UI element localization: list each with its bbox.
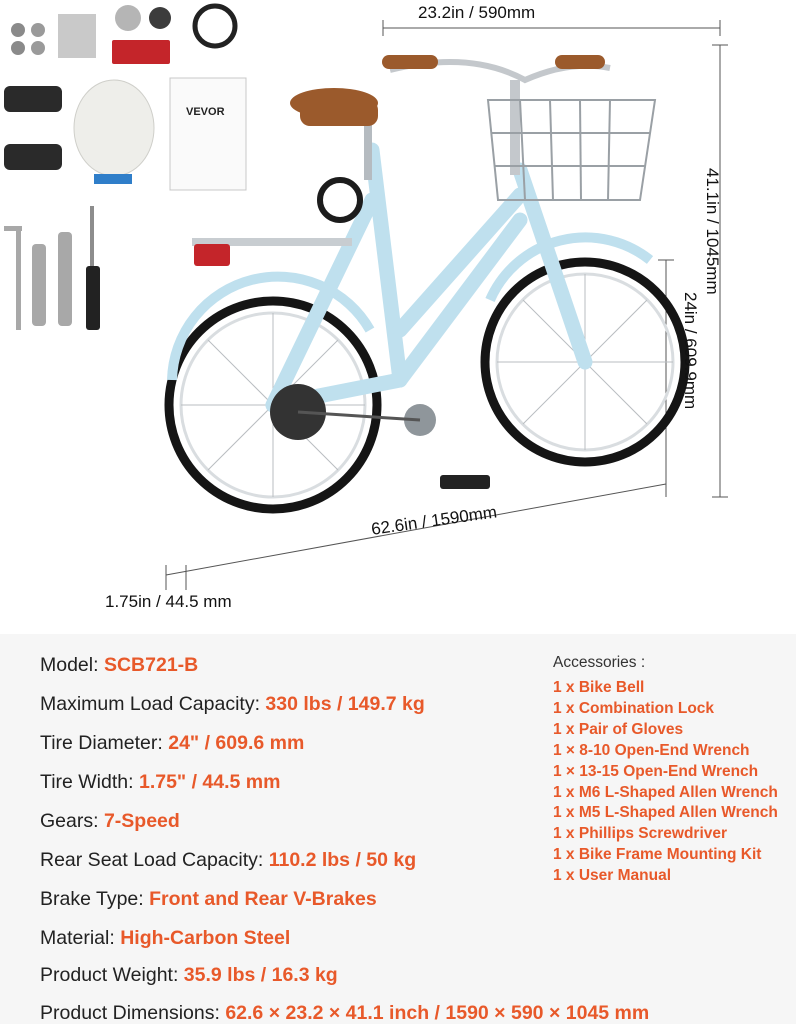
accessory-item: 1 x Bike Frame Mounting Kit <box>553 846 762 864</box>
accessory-item: 1 x User Manual <box>553 867 672 885</box>
spec-label: Maximum Load Capacity: <box>40 693 266 715</box>
spec-value: 62.6 × 23.2 × 41.1 inch / 1590 × 590 × 1045 mm <box>225 1002 650 1024</box>
specifications-panel <box>0 634 796 1024</box>
manual-brand-logo: VEVOR <box>186 106 225 118</box>
spec-label: Material: <box>40 927 121 949</box>
spec-value: 35.9 lbs / 16.3 kg <box>183 964 338 986</box>
accessory-item: 1 x M5 L-Shaped Allen Wrench <box>553 804 778 822</box>
spec-value: 1.75" / 44.5 mm <box>138 771 281 793</box>
spec-value: SCB721-B <box>103 654 199 676</box>
spec-value: 7-Speed <box>103 810 180 832</box>
dimension-tire-label: 1.75in / 44.5 mm <box>105 592 232 611</box>
spec-row-dimensions <box>40 1002 649 1025</box>
dimension-length-label: 62.6in / 1590mm <box>370 502 499 539</box>
accessory-item: 1 x Phillips Screwdriver <box>553 825 728 843</box>
spec-row-max-load <box>40 693 425 716</box>
spec-label: Tire Diameter: <box>40 732 169 754</box>
spec-label: Gears: <box>40 810 104 832</box>
spec-label: Tire Width: <box>40 771 139 793</box>
dimension-width-label: 23.2in / 590mm <box>418 3 536 22</box>
accessory-item: 1 × 8-10 Open-End Wrench <box>553 741 750 759</box>
spec-value: 24" / 609.6 mm <box>168 732 305 754</box>
accessory-parts-images <box>4 5 246 330</box>
accessories-title: Accessories : <box>553 654 646 671</box>
accessory-item: 1 x Bike Bell <box>553 679 645 696</box>
spec-row-tire-width <box>40 771 280 794</box>
spec-row-model <box>40 654 198 677</box>
spec-label: Product Weight: <box>40 964 184 986</box>
accessories-list <box>553 654 796 887</box>
spec-label: Brake Type: <box>40 888 150 910</box>
spec-row-tire-diameter <box>40 732 304 755</box>
spec-label: Rear Seat Load Capacity: <box>40 849 269 871</box>
accessory-item: 1 x Combination Lock <box>553 699 715 717</box>
spec-label: Product Dimensions: <box>40 1002 226 1024</box>
spec-row-brake-type <box>40 888 377 911</box>
accessory-item: 1 × 13-15 Open-End Wrench <box>553 762 759 780</box>
dimension-wheel-label: 24in / 609.9mm <box>681 292 700 410</box>
spec-value: Front and Rear V-Brakes <box>149 888 377 910</box>
spec-label: Model: <box>40 654 104 676</box>
dimension-height-label: 41.1in / 1045mm <box>703 168 722 295</box>
spec-value: 330 lbs / 149.7 kg <box>265 693 425 715</box>
spec-value: High-Carbon Steel <box>120 927 291 949</box>
accessory-item: 1 x Pair of Gloves <box>553 720 684 738</box>
spec-row-material <box>40 927 290 950</box>
accessory-item: 1 x M6 L-Shaped Allen Wrench <box>553 783 778 801</box>
spec-row-rear-seat-load <box>40 849 416 872</box>
spec-value: 110.2 lbs / 50 kg <box>268 849 417 871</box>
spec-row-weight <box>40 964 338 987</box>
spec-row-gears <box>40 810 180 833</box>
